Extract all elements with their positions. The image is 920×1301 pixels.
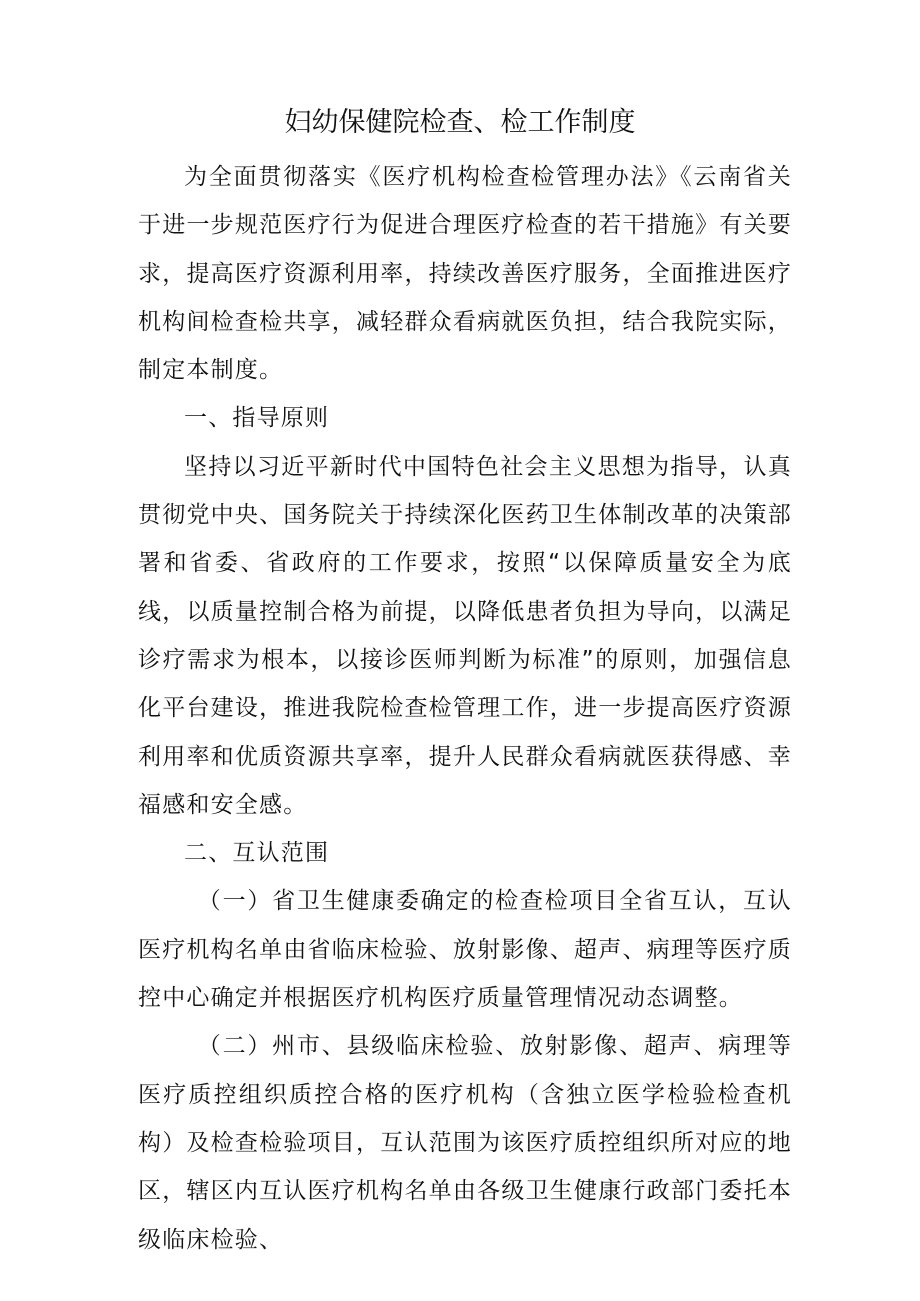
document-title: 妇幼保健院检查、检工作制度 — [284, 107, 636, 138]
intro-paragraph: 为全面贯彻落实《医疗机构检查检管理办法》《云南省关于进一步规范医疗行为促进合理医疗检查的若干措施》有关要求，提高医疗资源利用率，持续改善医疗服务，全面推进医疗机构间检查检共享，减轻群众看病就医负担，结合我院实际，制定本制度。 — [138, 164, 792, 384]
document-body — [138, 153, 792, 1264]
section-heading-guiding-principles: 一、指导原则 — [184, 405, 330, 432]
section-heading-recognition-scope: 二、互认范围 — [184, 840, 330, 867]
recognition-scope-item-1: （一）省卫生健康委确定的检查检项目全省互认，互认医疗机构名单由省临床检验、放射影像、超声、病理等医疗质控中心确定并根据医疗机构医疗质量管理情况动态调整。 — [138, 888, 792, 1012]
recognition-scope-item-2: （二）州市、县级临床检验、放射影像、超声、病理等医疗质控组织质控合格的医疗机构（含独立医学检验检查机构）及检查检验项目，互认范围为该医疗质控组织所对应的地区，辖区内互认医疗机构名单由各级卫生健康行政部门委托本级临床检验、 — [138, 1033, 792, 1253]
guiding-principles-paragraph: 坚持以习近平新时代中国特色社会主义思想为指导，认真贯彻党中央、国务院关于持续深化医药卫生体制改革的决策部署和省委、省政府的工作要求，按照“以保障质量安全为底线，以质量控制合格为前提，以降低患者负担为导向，以满足诊疗需求为根本，以接诊医师判断为标准”的原则，加强信息化平台建设，推进我院检查检管理工作，进一步提高医疗资源利用率和优质资源共享率，提升人民群众看病就医获得感、幸福感和安全感。 — [138, 453, 792, 818]
